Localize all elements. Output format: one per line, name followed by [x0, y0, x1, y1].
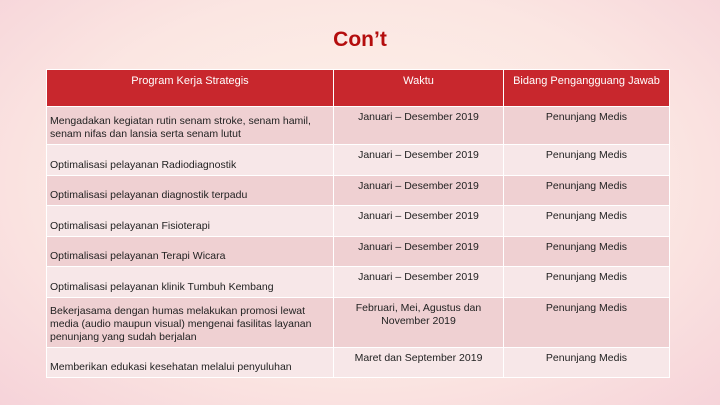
time-cell: Januari – Desember 2019	[334, 107, 504, 145]
table-row	[47, 348, 670, 378]
time-cell: Januari – Desember 2019	[334, 176, 504, 206]
header-department: Bidang Pengangguang Jawab	[504, 70, 670, 107]
program-cell: Optimalisasi pelayanan Terapi Wicara	[47, 237, 334, 267]
program-cell: Memberikan edukasi kesehatan melalui penyuluhan	[47, 348, 334, 378]
table-row	[47, 206, 670, 237]
department-cell: Penunjang Medis	[504, 267, 670, 298]
time-cell: Maret dan September 2019	[334, 348, 504, 378]
department-cell: Penunjang Medis	[504, 176, 670, 206]
table-row	[47, 267, 670, 298]
program-cell: Mengadakan kegiatan rutin senam stroke, senam hamil, senam nifas dan lansia serta senam lutut	[47, 107, 334, 145]
table-row	[47, 237, 670, 267]
program-cell: Bekerjasama dengan humas melakukan promosi lewat media (audio maupun visual) mengenai fasilitas layanan penunjang yang sudah berjalan	[47, 298, 334, 348]
time-cell: Januari – Desember 2019	[334, 206, 504, 237]
department-cell: Penunjang Medis	[504, 237, 670, 267]
time-cell: Januari – Desember 2019	[334, 267, 504, 298]
program-cell: Optimalisasi pelayanan Radiodiagnostik	[47, 145, 334, 176]
program-table	[46, 69, 670, 378]
department-cell: Penunjang Medis	[504, 298, 670, 348]
department-cell: Penunjang Medis	[504, 107, 670, 145]
header-time: Waktu	[334, 70, 504, 107]
program-cell: Optimalisasi pelayanan diagnostik terpadu	[47, 176, 334, 206]
table-row	[47, 107, 670, 145]
slide-title: Con’t	[333, 28, 387, 51]
department-cell: Penunjang Medis	[504, 348, 670, 378]
program-cell: Optimalisasi pelayanan Fisioterapi	[47, 206, 334, 237]
program-cell: Optimalisasi pelayanan klinik Tumbuh Kembang	[47, 267, 334, 298]
table-row	[47, 145, 670, 176]
time-cell: Januari – Desember 2019	[334, 145, 504, 176]
header-program: Program Kerja Strategis	[47, 70, 334, 107]
time-cell: Januari – Desember 2019	[334, 237, 504, 267]
table-row	[47, 298, 670, 348]
table-row	[47, 176, 670, 206]
department-cell: Penunjang Medis	[504, 206, 670, 237]
table-header-row	[47, 70, 670, 107]
department-cell: Penunjang Medis	[504, 145, 670, 176]
time-cell: Februari, Mei, Agustus dan November 2019	[334, 298, 504, 348]
